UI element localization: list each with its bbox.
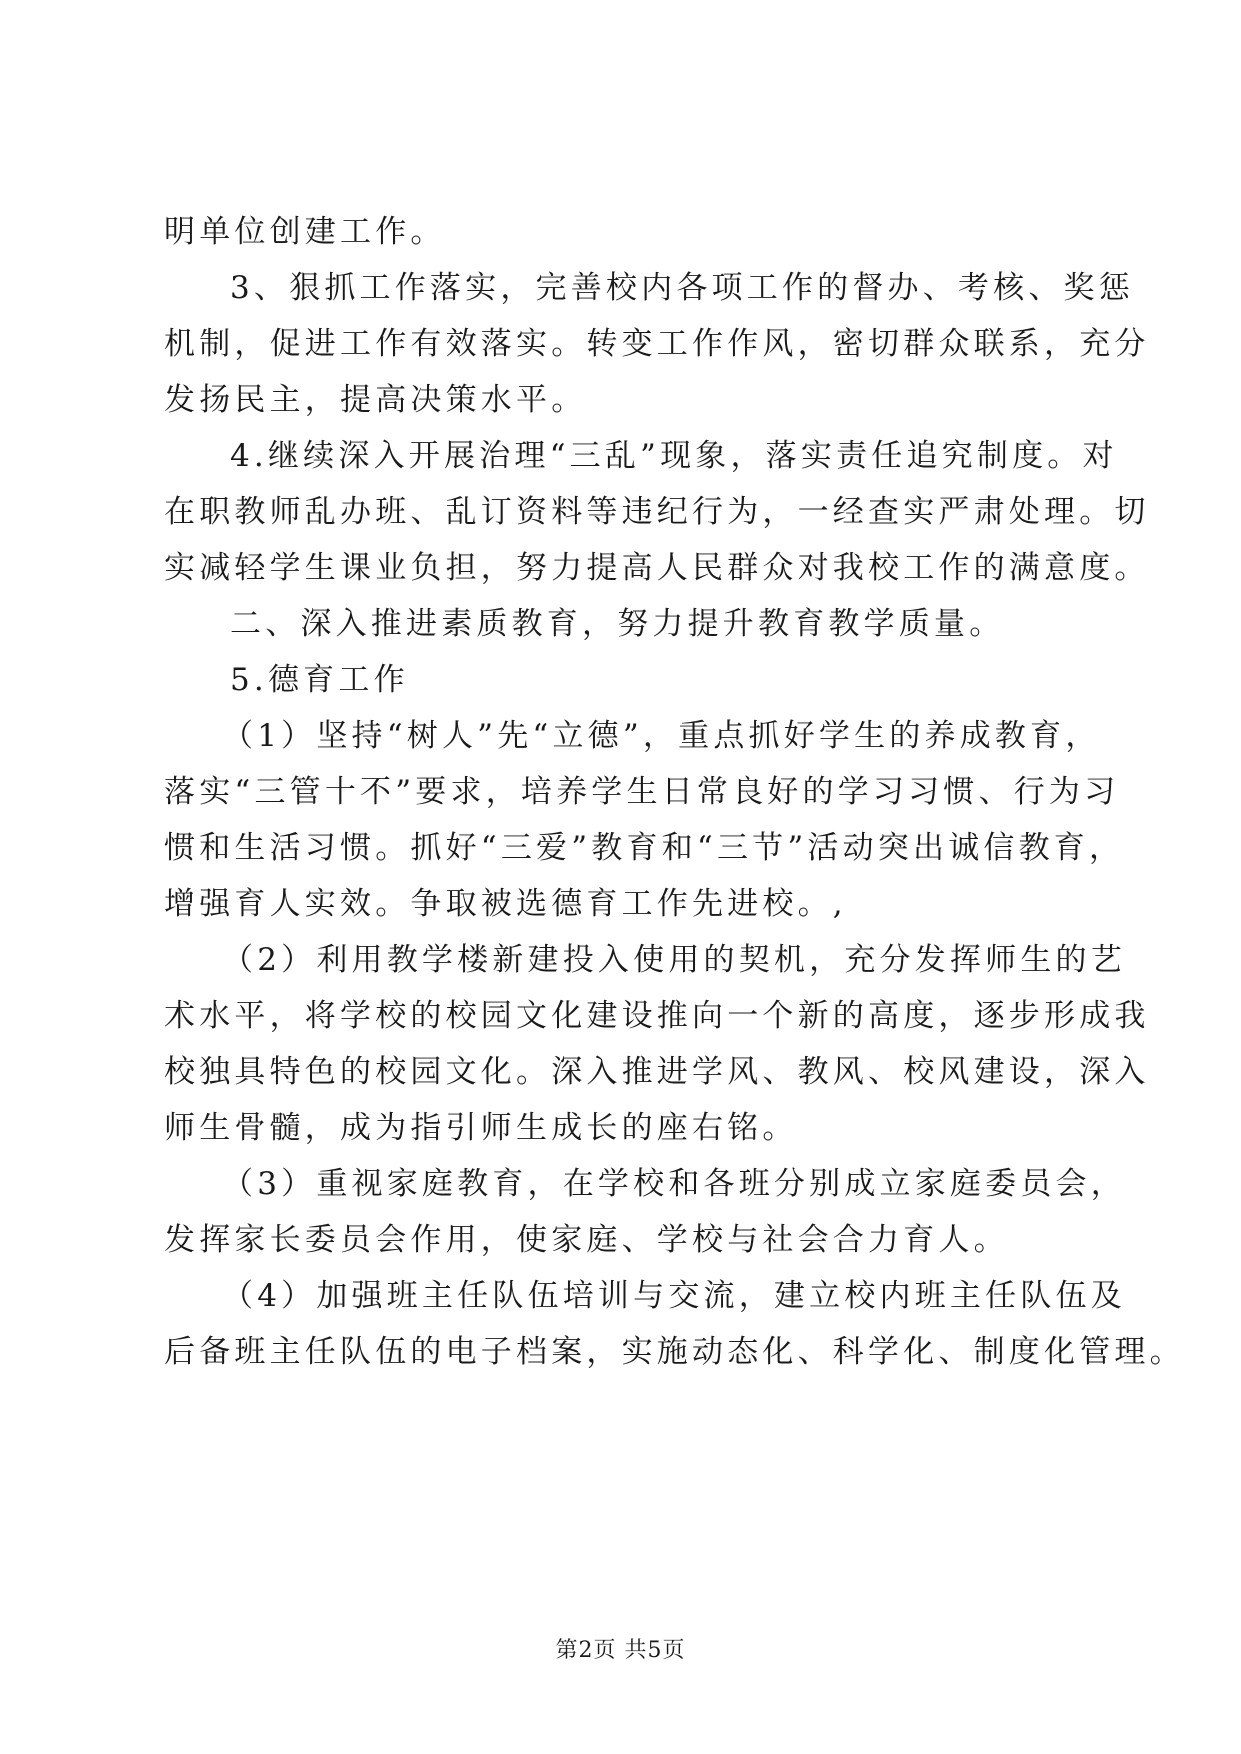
text-line: 师生骨髓，成为指引师生成长的座右铭。 (164, 1110, 798, 1146)
section-heading: 二、深入推进素质教育，努力提升教育教学质量。 (230, 606, 1005, 642)
text-line: （4）加强班主任队伍培训与交流，建立校内班主任队伍及 (222, 1278, 1126, 1314)
text-line: 校独具特色的校园文化。深入推进学风、教风、校风建设，深入 (164, 1054, 1150, 1090)
page-number-footer: 第2页 共5页 (555, 1638, 686, 1663)
text-line: 明单位创建工作。 (164, 214, 446, 250)
text-line: 4.继续深入开展治理“三乱”现象，落实责任追究制度。对 (230, 438, 1118, 474)
text-line: 落实“三管十不”要求，培养学生日常良好的学习习惯、行为习 (164, 774, 1120, 810)
text-line: 3、狠抓工作落实，完善校内各项工作的督办、考核、奖惩 (230, 270, 1134, 306)
text-line: 术水平，将学校的校园文化建设推向一个新的高度，逐步形成我 (164, 998, 1150, 1034)
text-line: 惯和生活习惯。抓好“三爱”教育和“三节”活动突出诚信教育， (164, 830, 1125, 866)
text-line: （3）重视家庭教育，在学校和各班分别成立家庭委员会， (222, 1166, 1126, 1202)
text-line: 后备班主任队伍的电子档案，实施动态化、科学化、制度化管理。 (164, 1334, 1185, 1370)
text-line: （2）利用教学楼新建投入使用的契机，充分发挥师生的艺 (222, 942, 1126, 978)
text-line: 增强育人实效。争取被选德育工作先进校。, (164, 886, 847, 922)
text-line: （1）坚持“树人”先“立德”，重点抓好学生的养成教育， (222, 718, 1101, 754)
subsection-heading: 5.德育工作 (230, 662, 409, 698)
text-line: 发扬民主，提高决策水平。 (164, 382, 587, 418)
text-line: 在职教师乱办班、乱订资料等违纪行为，一经查实严肃处理。切 (164, 494, 1150, 530)
text-line: 实减轻学生课业负担，努力提高人民群众对我校工作的满意度。 (164, 550, 1150, 586)
text-line: 发挥家长委员会作用，使家庭、学校与社会合力育人。 (164, 1222, 1009, 1258)
text-line: 机制，促进工作有效落实。转变工作作风，密切群众联系，充分 (164, 326, 1150, 362)
